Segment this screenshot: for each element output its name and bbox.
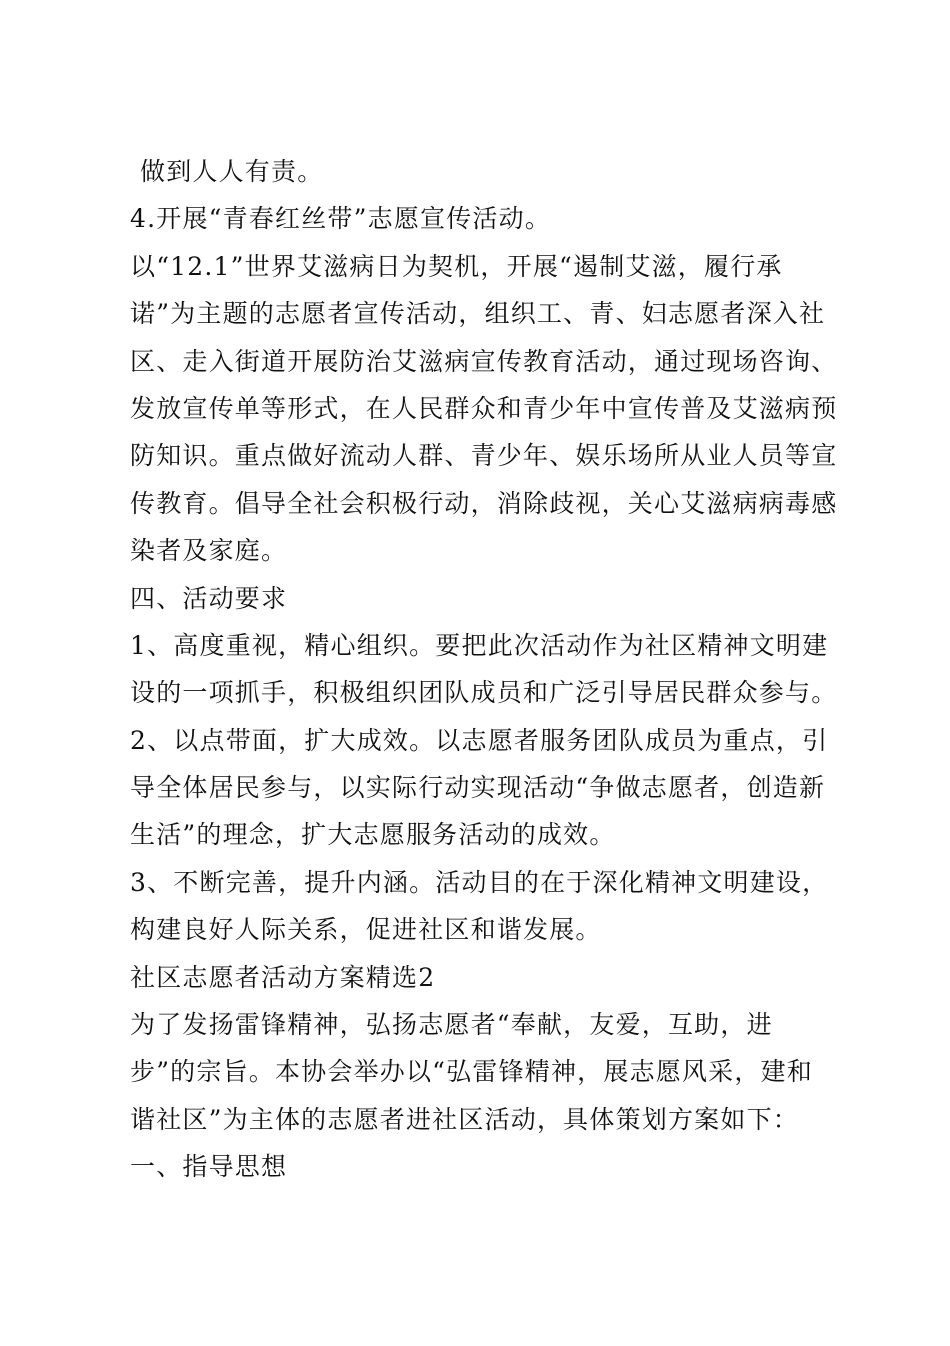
text-line: 做到人人有责。 <box>140 157 324 186</box>
section-heading: 一、指导思想 <box>130 1152 288 1182</box>
text-line: 导全体居民参与，以实际行动实现活动“争做志愿者，创造新 <box>130 773 826 803</box>
text-line: 诺”为主题的志愿者宣传活动，组织工、青、妇志愿者深入社 <box>130 299 826 329</box>
document-body <box>130 148 838 1191</box>
text-line: 为了发扬雷锋精神，弘扬志愿者“奉献，友爱，互助，进 <box>130 1010 773 1040</box>
text-line: 设的一项抓手，积极组织团队成员和广泛引导居民群众参与。 <box>130 678 838 708</box>
text-line: 传教育。倡导全社会积极行动，消除歧视，关心艾滋病病毒感 <box>130 488 838 518</box>
text-line: 发放宣传单等形式，在人民群众和青少年中宣传普及艾滋病预 <box>130 393 838 423</box>
text-line: 谐社区”为主体的志愿者进社区活动，具体策划方案如下： <box>130 1104 799 1134</box>
section-heading: 社区志愿者活动方案精选2 <box>130 962 436 992</box>
section-heading: 四、活动要求 <box>130 583 288 613</box>
text-line: 2、以点带面，扩大成效。以志愿者服务团队成员为重点，引 <box>130 725 829 755</box>
text-line: 步”的宗旨。本协会举办以“弘雷锋精神，展志愿风采，建和 <box>130 1057 813 1087</box>
text-line: 区、走入街道开展防治艾滋病宣传教育活动，通过现场咨询、 <box>130 346 838 376</box>
text-line: 构建良好人际关系，促进社区和谐发展。 <box>130 915 602 945</box>
text-line: 生活”的理念，扩大志愿服务活动的成效。 <box>130 820 616 850</box>
text-line: 防知识。重点做好流动人群、青少年、娱乐场所从业人员等宣 <box>130 441 838 471</box>
text-line: 以“12.1”世界艾滋病日为契机，开展“遏制艾滋，履行承 <box>130 251 783 281</box>
text-line: 染者及家庭。 <box>130 536 288 566</box>
text-line: 3、不断完善，提升内涵。活动目的在于深化精神文明建设， <box>130 867 829 897</box>
text-line: 1、高度重视，精心组织。要把此次活动作为社区精神文明建 <box>130 630 829 660</box>
text-line: 4.开展“青春红丝带”志愿宣传活动。 <box>130 204 552 234</box>
